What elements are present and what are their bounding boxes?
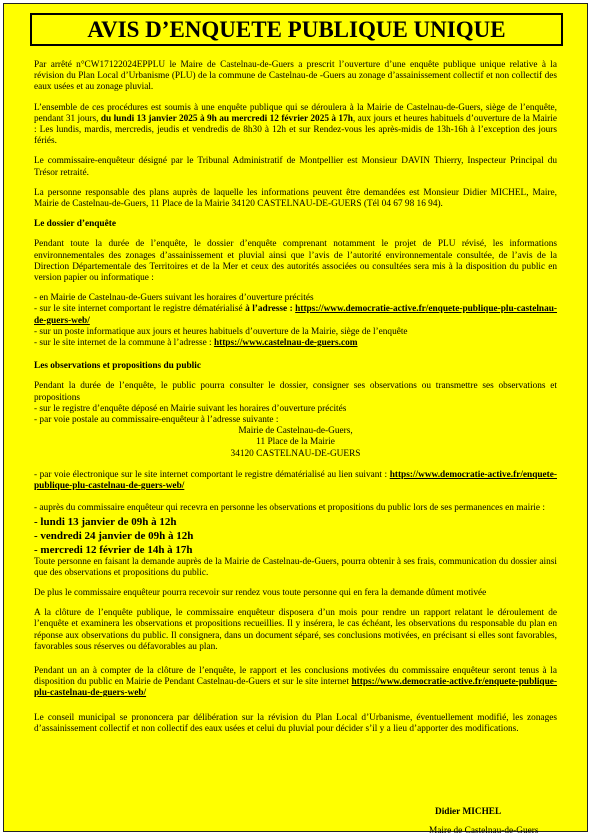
schedule-paragraph [34, 103, 557, 148]
permanence-2: - vendredi 24 janvier de 09h à 12h [34, 529, 194, 542]
closure-paragraph: A la clôture de l’enquête publique, le commissaire enquêteur disposera d’un mois pour rendre un rapport relatant le déroulement de l’enquête et examinera les observations et propositions recueillies. Il y insérera, le cas échéant, les observations du responsable du plan en réponse aux observations du public. Il consignera, dans un document séparé, ses conclusions motivées, en précisant si elles sont favorables, favorables sous réserves ou défavorables au plan. [34, 608, 557, 652]
signatory-name: Didier MICHEL [435, 807, 502, 817]
commune-website-link[interactable]: https://www.castelnau-de-guers.com [213, 338, 358, 349]
dossier-bullet-poste: - sur un poste informatique aux jours et heures habituels d’ouverture de la Mairie, siège de l’enquête [34, 326, 408, 337]
postal-address-line-1: Mairie de Castelnau-de-Guers, [238, 426, 353, 437]
intro-paragraph: Par arrêté n°CW17122024EPPLU le Maire de Castelnau-de-Guers a prescrit l’ouverture d’une enquête publique unique relative à la révision du Plan Local d’Urbanisme (PLU) de la commune de Castelnau-de -Guers au zonage d’assainissement collectif et non collectif des eaux usées et au zonage pluvial. [34, 60, 557, 93]
registry-link-3[interactable]: https://www.democratie-active.fr/enquete-publique-plu-castelnau-de-guers-web/ [34, 677, 557, 699]
dossier-bullet-commune-text: - sur le site internet de la commune à l’adresse : [34, 338, 214, 349]
registry-link-2[interactable]: https://www.democratie-active.fr/enquete-publique-plu-castelnau-de-guers-web/ [34, 469, 557, 492]
availability-paragraph [34, 666, 557, 700]
communication-paragraph: Toute personne en faisant la demande auprès de la Mairie de Castelnau-de-Guers, pourra obtenir à ses frais, communication du dossier ainsi que des observations et propositions du public. [34, 556, 557, 578]
schedule-text-c: , aux jours et heures habituels d’ouverture de la Mairie : Les lundis, mardis, mercredis, jeudis et vendredis de 8h30 à 12h et sur Rendez-vous les après-midis de 13h-16h à l’exception des jours fériés. [34, 113, 557, 147]
availability-text: Pendant un an à compter de la clôture de l’enquête, le rapport et les conclusions motivées du commissaire enquêteur seront tenus à la disposition du public en Mairie de Pendant Castelnau-de-Guers et sur le site internet [34, 665, 557, 688]
postal-address-line-2: 11 Place de la Mairie [256, 437, 335, 448]
notice-title: AVIS D’ENQUETE PUBLIQUE UNIQUE [30, 13, 563, 46]
council-paragraph: Le conseil municipal se prononcera par délibération sur la révision du Plan Local d’Urbanisme, éventuellement modifié, les zonages d’assainissement collectif et non collectif des eaux usées et celui du pluvial pour décider s’il y a lieu d’apporter des modifications. [34, 712, 557, 734]
schedule-dates: du lundi 13 janvier 2025 à 9h au mercredi 12 février 2025 à 17h [100, 113, 353, 124]
dossier-intro: Pendant toute la durée de l’enquête, le dossier d’enquête comprenant notamment le projet de PLU révisé, les informations environnementales des zonages d’assainissement et pluvial ainsi que l’avis de l’autorité environnementale consultée, de l’avis de la Direction Départementale des Territoires et de la Mer et ceux des autorités associées ou consultées sera mis à la disposition du public en version papier ou informatique : [34, 239, 557, 284]
notice-content [34, 60, 557, 744]
rdv-paragraph: De plus le commissaire enquêteur pourra recevoir sur rendez vous toute personne qui en fera la demande dûment motivée [34, 587, 487, 598]
postal-address-line-3: 34120 CASTELNAU-DE-GUERS [230, 448, 361, 459]
observations-bullet-permanences: - auprès du commissaire enquêteur qui recevra en personne les observations et propositions du public lors de ses permanences en mairie : [34, 503, 545, 514]
commissioner-paragraph: Le commissaire-enquêteur désigné par le Tribunal Administratif de Montpellier est Monsieur DAVIN Thierry, Inspecteur Principal du Trésor retraité. [34, 156, 557, 178]
section-heading-dossier: Le dossier d’enquête [34, 219, 116, 230]
observations-intro: Pendant la durée de l’enquête, le public pourra consulter le dossier, consigner ses observations ou transmettre ses observations et propositions [34, 381, 557, 403]
responsible-paragraph: La personne responsable des plans auprès de laquelle les informations peuvent être demandées est Monsieur Didier MICHEL, Maire, Mairie de Castelnau-de-Guers, 11 Place de la Mairie 34120 CASTELNAU-DE-GUERS (Tél 04 67 98 16 94). [34, 187, 557, 210]
notice-sheet [3, 3, 588, 836]
dossier-bullet-mairie: - en Mairie de Castelnau-de-Guers suivant les horaires d’ouverture précités [34, 293, 314, 304]
section-heading-observations: Les observations et propositions du public [34, 361, 201, 372]
dossier-list [34, 293, 557, 349]
permanence-3: - mercredi 12 février de 14h à 17h [34, 543, 193, 556]
signatory-role: Maire de Castelnau-de-Guers [429, 826, 539, 836]
permanence-1: - lundi 13 janvier de 09h à 12h [34, 515, 177, 528]
observations-bullet-registre: - sur le registre d’enquête déposé en Mairie suivant les horaires d’ouverture précités [34, 403, 347, 414]
electronique-text: - par voie électronique sur le site internet comportant le registre dématérialisé au lien suivant : [34, 469, 390, 480]
observations-bullet-postale: - par voie postale au commissaire-enquêteur à l’adresse suivante : [34, 415, 279, 426]
dossier-bullet-site-label: à l’adresse : [245, 304, 296, 315]
observations-bullet-electronique [34, 470, 557, 492]
dossier-bullet-site-text: - sur le site internet comportant le registre dématérialisé [34, 304, 246, 315]
schedule-text-a: L’ensemble de ces procédures est soumis à une enquête publique qui se déroulera à la Mairie de Castelnau-de-Guers, siège de l’enquête, pendant 31 jours, [34, 102, 557, 124]
registry-link[interactable]: https://www.democratie-active.fr/enquete-publique-plu-castelnau-de-guers-web/ [34, 304, 558, 326]
